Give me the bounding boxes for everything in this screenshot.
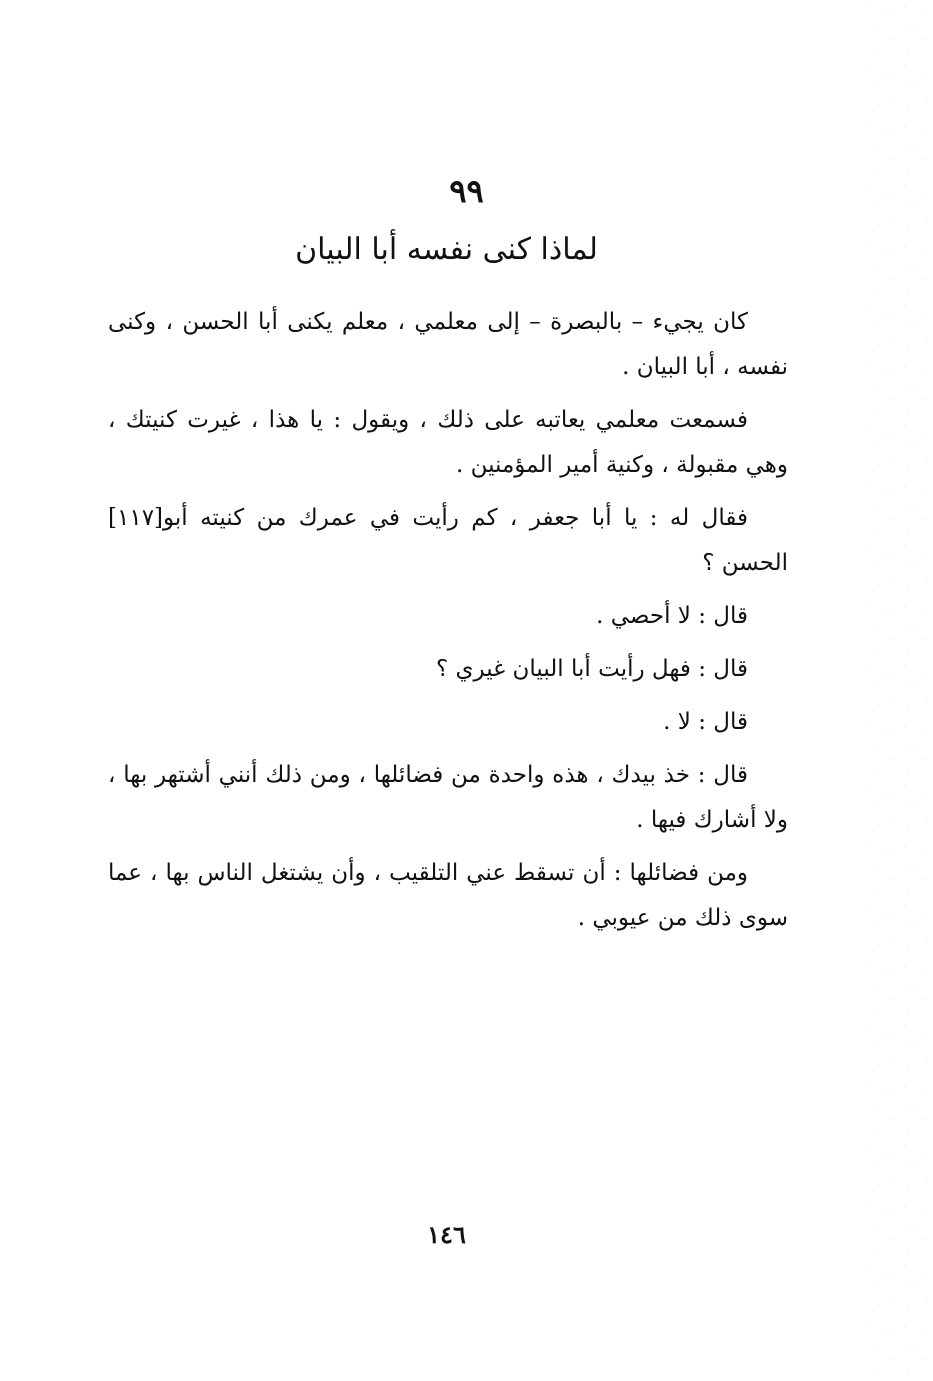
paragraph: فقال له : يا أبا جعفر ، كم رأيت في عمرك من كنيته أبو[١١٧] الحسن ؟ bbox=[108, 505, 788, 576]
paragraph: كان يجيء – بالبصرة – إلى معلمي ، معلم يكنى أبا الحسن ، وكنى نفسه ، أبا البيان . bbox=[108, 309, 788, 380]
paragraph: ومن فضائلها : أن تسقط عني التلقيب ، وأن يشتغل الناس بها ، عما سوى ذلك من عيوبي . bbox=[108, 860, 788, 931]
paragraph: قال : فهل رأيت أبا البيان غيري ؟ bbox=[436, 656, 748, 682]
chapter-number: ٩٩ bbox=[449, 172, 484, 210]
paragraph: قال : خذ بيدك ، هذه واحدة من فضائلها ، ومن ذلك أنني أشتهر بها ، ولا أشارك فيها . bbox=[108, 762, 788, 833]
page-number: ١٤٦ bbox=[427, 1220, 466, 1249]
chapter-title: لماذا كنى نفسه أبا البيان bbox=[295, 232, 598, 267]
paragraph: قال : لا أحصي . bbox=[596, 603, 748, 629]
paragraph: قال : لا . bbox=[663, 709, 748, 735]
paragraph: فسمعت معلمي يعاتبه على ذلك ، ويقول : يا هذا ، غيرت كنيتك ، وهي مقبولة ، وكنية أمير المؤمنين . bbox=[108, 407, 788, 478]
body-text bbox=[108, 300, 788, 949]
